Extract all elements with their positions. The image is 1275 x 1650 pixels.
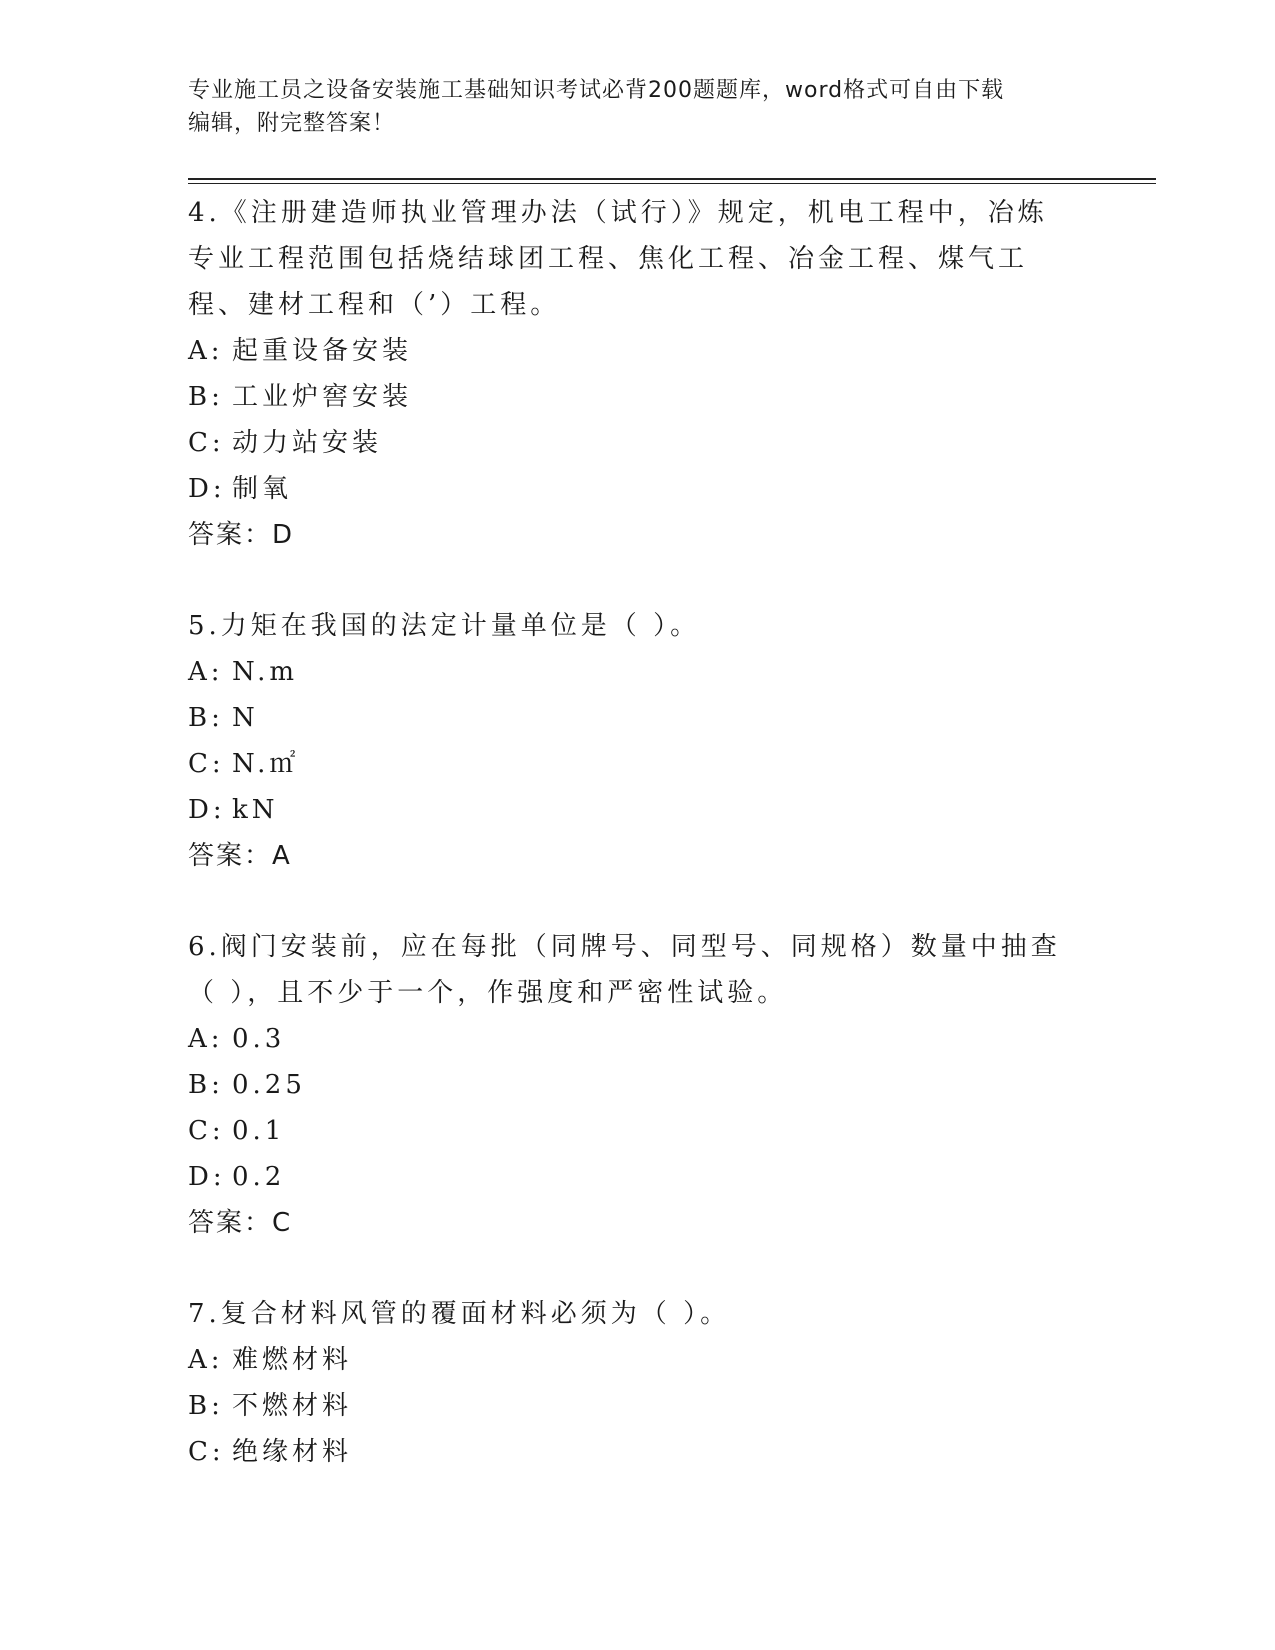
header-divider-thin [188, 183, 1156, 184]
question-4 [188, 190, 1068, 558]
option-d [188, 466, 1068, 512]
option-text: 0.25 [232, 1070, 306, 1100]
option-letter: A: [188, 1024, 224, 1054]
option-letter: C: [188, 1116, 225, 1146]
option-d [188, 787, 1068, 833]
question-6 [188, 924, 1068, 1246]
option-text: kN [232, 795, 279, 825]
option-a [188, 328, 1068, 374]
option-b [188, 695, 1068, 741]
option-text: 起重设备安装 [232, 336, 413, 366]
option-text: N.m [232, 657, 299, 687]
option-text: 绝缘材料 [232, 1437, 353, 1467]
option-text: 制氧 [232, 474, 293, 504]
question-stem: 7.复合材料风管的覆面材料必须为（ ）。 [188, 1299, 731, 1329]
option-c [188, 1108, 1068, 1154]
header-line-2: 编辑，附完整答案！ [188, 111, 396, 136]
answer-line: 答案：C [188, 1208, 293, 1238]
option-text: 0.2 [232, 1162, 286, 1192]
option-text: 动力站安装 [232, 428, 383, 458]
option-letter: A: [188, 1345, 224, 1375]
option-letter: C: [188, 749, 225, 779]
option-letter: B: [188, 1391, 224, 1421]
option-letter: A: [188, 657, 224, 687]
option-letter: B: [188, 382, 224, 412]
option-b [188, 374, 1068, 420]
answer-line: 答案：D [188, 520, 295, 550]
option-c [188, 420, 1068, 466]
header-line-1: 专业施工员之设备安装施工基础知识考试必背200题题库，word格式可自由下载 [188, 78, 1005, 103]
header-divider-thick [188, 178, 1156, 180]
question-stem: 6.阀门安装前，应在每批（同牌号、同型号、同规格）数量中抽查（ ），且不少于一个，作强度和严密性试验。 [188, 932, 1061, 1008]
answer-line: 答案：A [188, 841, 292, 871]
option-text: 难燃材料 [232, 1345, 353, 1375]
option-c [188, 1429, 1068, 1475]
option-letter: C: [188, 428, 225, 458]
option-letter: D: [188, 795, 226, 825]
option-letter: D: [188, 474, 226, 504]
option-letter: D: [188, 1162, 226, 1192]
option-letter: C: [188, 1437, 225, 1467]
option-text: 不燃材料 [232, 1391, 353, 1421]
option-text: N [232, 703, 259, 733]
question-7 [188, 1291, 1068, 1475]
option-text: N.㎡ [232, 749, 300, 779]
option-b [188, 1062, 1068, 1108]
option-a [188, 1337, 1068, 1383]
option-text: 0.1 [232, 1116, 286, 1146]
option-text: 0.3 [232, 1024, 286, 1054]
question-stem: 5.力矩在我国的法定计量单位是（ ）。 [188, 611, 701, 641]
question-list [188, 190, 1068, 1475]
option-d [188, 1154, 1068, 1200]
option-b [188, 1383, 1068, 1429]
question-5 [188, 603, 1068, 879]
option-text: 工业炉窖安装 [232, 382, 413, 412]
option-letter: B: [188, 1070, 224, 1100]
option-letter: B: [188, 703, 224, 733]
question-stem: 4.《注册建造师执业管理办法（试行）》规定，机电工程中，冶炼专业工程范围包括烧结球团工程、焦化工程、冶金工程、煤气工程、建材工程和（’）工程。 [188, 198, 1048, 320]
document-header [188, 74, 1068, 140]
option-a [188, 1016, 1068, 1062]
option-c [188, 741, 1068, 787]
option-letter: A: [188, 336, 224, 366]
option-a [188, 649, 1068, 695]
